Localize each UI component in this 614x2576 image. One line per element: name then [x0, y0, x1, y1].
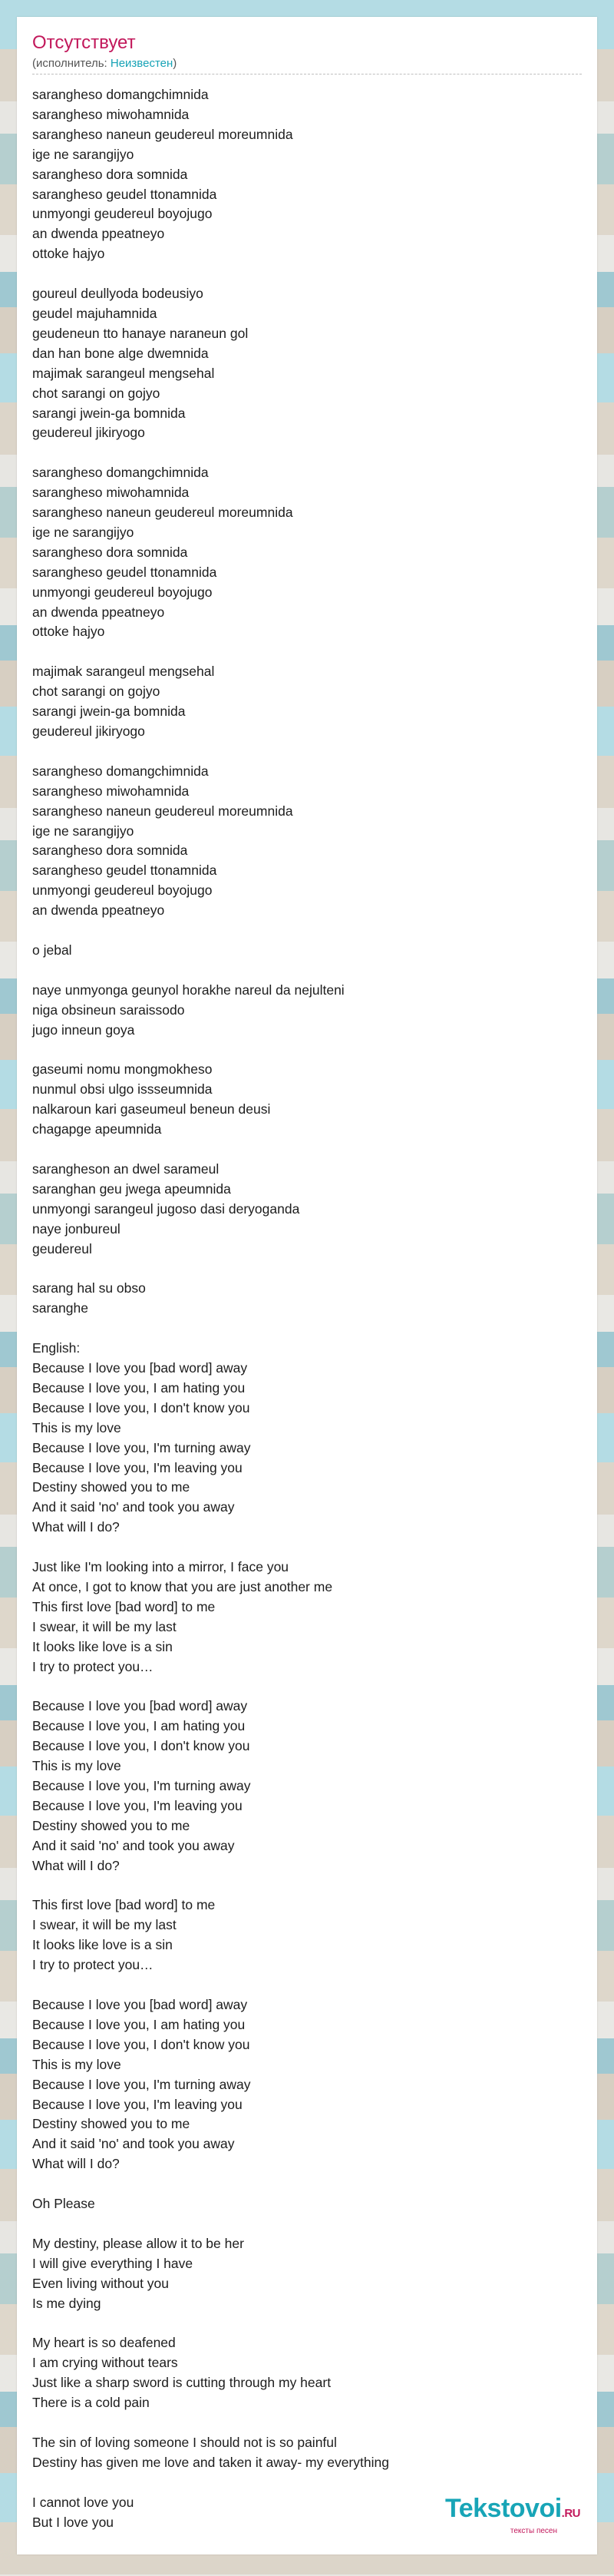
song-title: Отсутствует — [32, 32, 136, 53]
lyrics-panel — [17, 17, 597, 2554]
artist-line — [32, 57, 582, 71]
lyrics-text: sarangheso domangchimnida sarangheso miwohamnida sarangheso naneun geudereul moreumnida ige ne sarangijyo sarangheso dora somnida sarangheso geudel ttonamnida unmyongi geudereul boyojugo an dwenda ppeatneyo ottoke hajyo goureul deullyoda bodeusiyo geudel majuhamnida geudeneun tto hanaye naraneun gol dan han bone alge dwemnida majimak sarangeul mengsehal chot sarangi on gojyo sarangi jwein-ga bomnida geudereul jikiryogo sarangheso domangchimnida sarangheso miwohamnida sarangheso naneun geudereul moreumnida ige ne sarangijyo sarangheso dora somnida sarangheso geudel ttonamnida unmyongi geudereul boyojugo an dwenda ppeatneyo ottoke hajyo majimak sarangeul mengsehal chot sarangi on gojyo sarangi jwein-ga bomnida geudereul jikiryogo sarangheso domangchimnida sarangheso miwohamnida sarangheso naneun geudereul moreumnida ige ne sarangijyo sarangheso dora somnida sarangheso geudel ttonamnida unmyongi geudereul boyojugo an dwenda ppeatneyo o jebal naye unmyonga geunyol horakhe nareul da nejulteni niga obsineun saraissodo jugo inneun goya gaseumi nomu mongmokheso nunmul obsi ulgo issseumnida nalkaroun kari gaseumeul beneun deusi chagapge apeumnida sarangheson an dwel sarameul saranghan geu jwega apeumnida unmyongi sarangeul jugoso dasi deryoganda naye jonbureul geudereul sarang hal su obso saranghe English: Because I love you [bad word] away Because I love you, I am hating you Because I love you, I don't know you This is my love Because I love you, I'm turning away Because I love you, I'm leaving you Destiny showed you to me And it said 'no' and took you away What will I do? Just like I'm looking into a mirror, I face you At once, I got to know that you are just another me This first love [bad word] to me I swear, it will be my last It looks like love is a sin I try to protect you… Because I love you [bad word] away Because I love you, I am hating you Because I love you, I don't know you This is my love Because I love you, I'm turning away Because I love you, I'm leaving you Destiny showed you to me And it said 'no' and took you away What will I do? This first love [bad word] to me I swear, it will be my last It looks like love is a sin I try to protect you… Because I love you [bad word] away Because I love you, I am hating you Because I love you, I don't know you This is my love Because I love you, I'm turning away Because I love you, I'm leaving you Destiny showed you to me And it said 'no' and took you away What will I do? Oh Please My destiny, please allow it to be her I will give everything I have Even living without you Is me dying My heart is so deafened I am crying without tears Just like a sharp sword is cutting through my heart There is a cold pain The sin of loving someone I should not is so painful Destiny has given me love and taken it away- my everything I cannot love you But I love you — [32, 87, 389, 2530]
logo-wordmark — [445, 2495, 580, 2527]
artist-suffix: ) — [173, 57, 177, 70]
logo-tld: .RU — [561, 2507, 580, 2520]
logo-name: Tekstovoi — [444, 2494, 562, 2523]
logo-tagline: тексты песен — [510, 2527, 557, 2535]
artist-link[interactable]: Неизвестен — [110, 57, 173, 70]
site-logo[interactable] — [445, 2495, 580, 2536]
song-header — [32, 32, 582, 74]
artist-prefix: (исполнитель: — [32, 57, 111, 70]
